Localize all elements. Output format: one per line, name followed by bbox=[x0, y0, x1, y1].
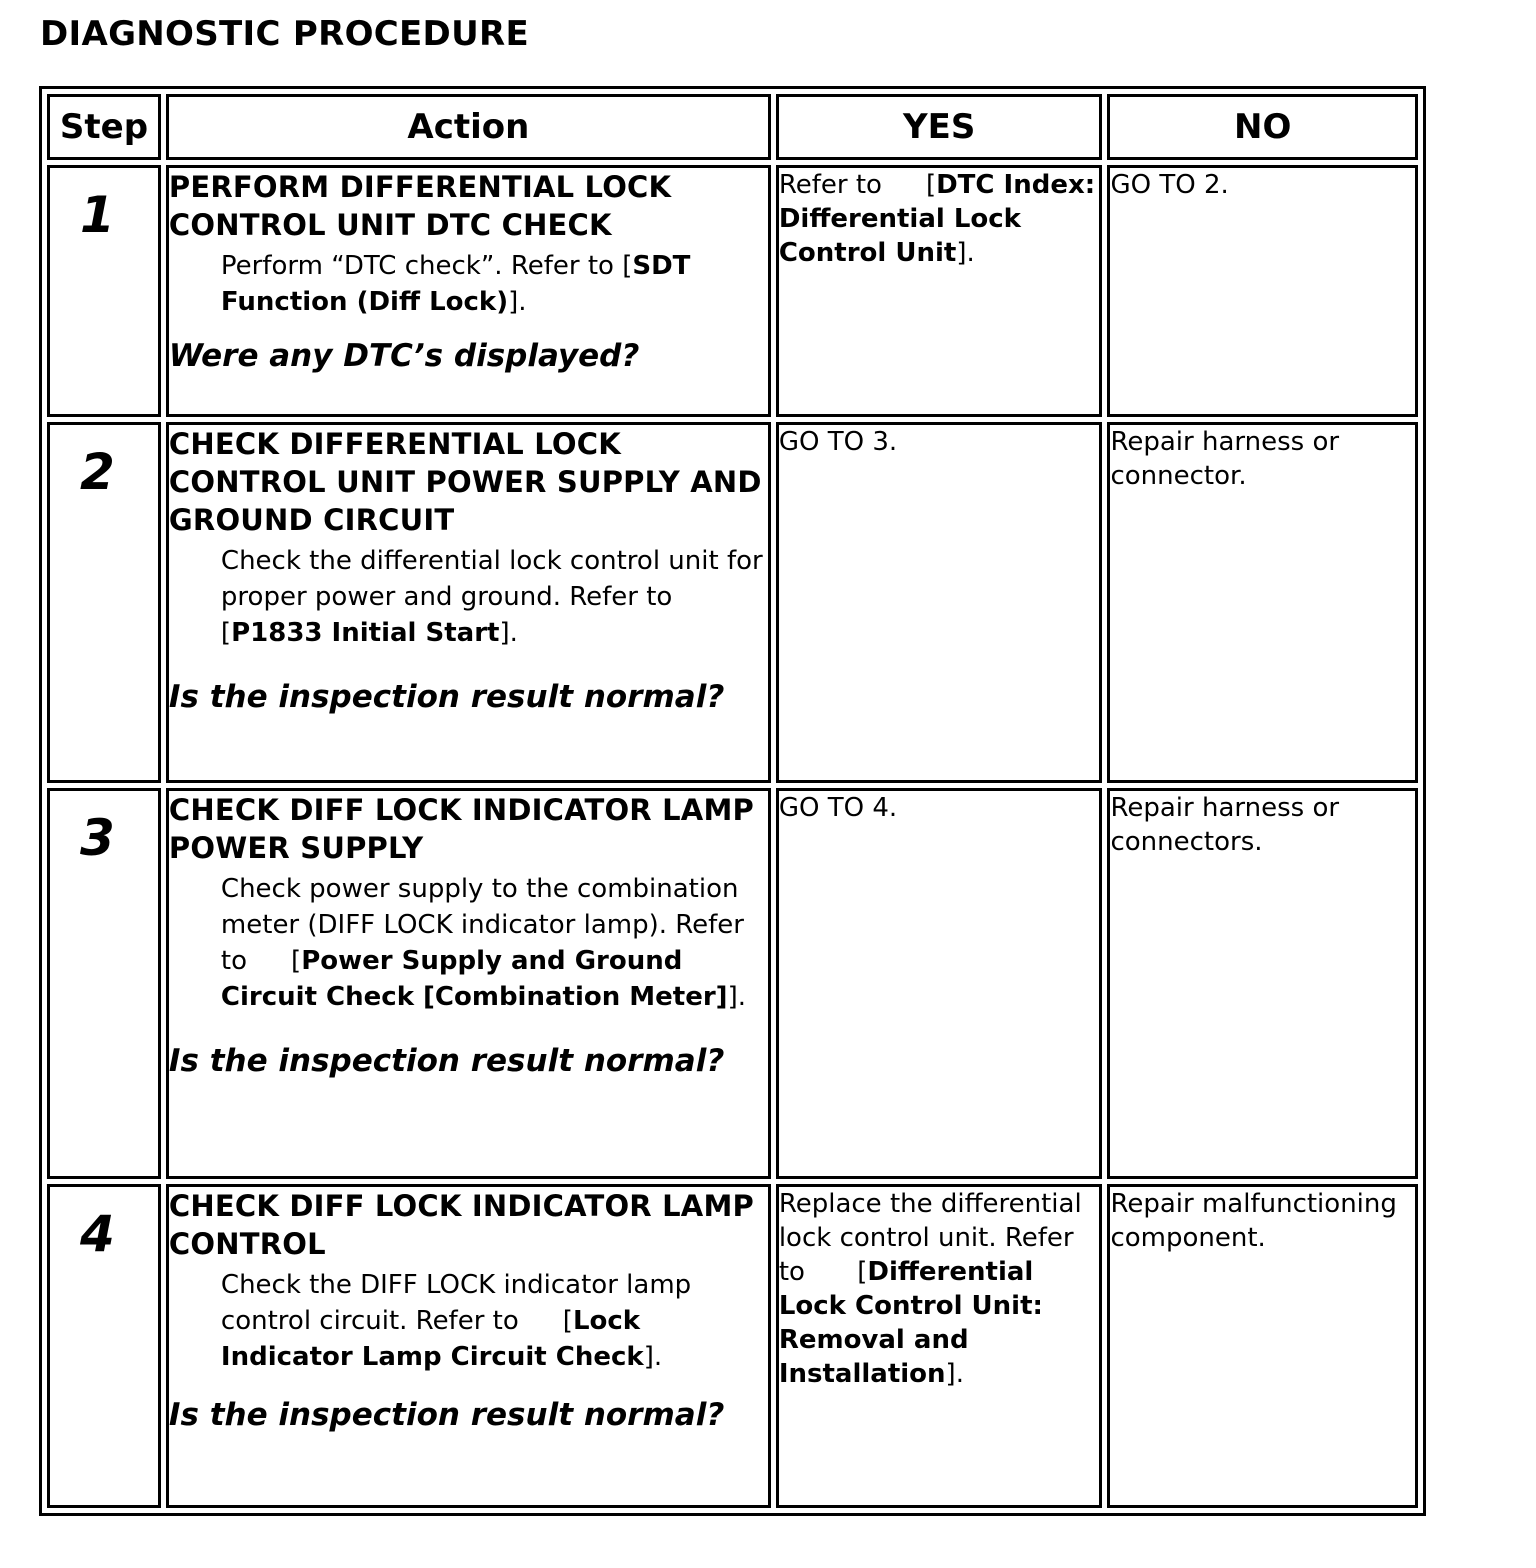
action-text: Perform “DTC check”. Refer to bbox=[220, 251, 614, 281]
action-reference-link[interactable]: P1833 Initial Start bbox=[231, 618, 500, 648]
action-cell bbox=[166, 1184, 771, 1508]
step-number: 2 bbox=[80, 443, 115, 501]
action-text: Check power supply to the combination meter (DIFF LOCK indicator lamp). Refer to bbox=[220, 874, 744, 976]
action-question: Is the inspection result normal? bbox=[168, 679, 725, 715]
table-header-row bbox=[47, 94, 1418, 160]
no-cell bbox=[1107, 165, 1418, 417]
yes-text: Refer to bbox=[778, 170, 882, 200]
yes-reference-link[interactable]: DTC Index: Differential Lock Control Unit bbox=[778, 170, 1096, 268]
header-action: Action bbox=[166, 94, 771, 160]
step-cell bbox=[47, 422, 161, 783]
action-cell bbox=[166, 788, 771, 1179]
action-heading: PERFORM DIFFERENTIAL LOCK CONTROL UNIT DTC CHECK bbox=[168, 170, 672, 242]
step-cell bbox=[47, 788, 161, 1179]
action-cell bbox=[166, 165, 771, 417]
diagnostic-procedure-table bbox=[39, 86, 1426, 1516]
action-heading: CHECK DIFF LOCK INDICATOR LAMP CONTROL bbox=[168, 1189, 754, 1261]
header-step: Step bbox=[47, 94, 161, 160]
step-number: 3 bbox=[80, 809, 115, 867]
step-cell bbox=[47, 1184, 161, 1508]
no-cell bbox=[1107, 788, 1418, 1179]
no-cell bbox=[1107, 422, 1418, 783]
action-question: Were any DTC’s displayed? bbox=[168, 338, 640, 374]
no-text: Repair harness or connector. bbox=[1110, 427, 1340, 491]
table-row-step-2 bbox=[47, 422, 1418, 783]
table-row-step-4 bbox=[47, 1184, 1418, 1508]
action-body: Check the differential lock control unit for proper power and ground. Refer to[P1833 Initial Start]. bbox=[220, 546, 763, 648]
no-text: Repair malfunctioning component. bbox=[1110, 1189, 1397, 1253]
action-body: Perform “DTC check”. Refer to [SDT Function (Diff Lock)]. bbox=[220, 251, 691, 317]
yes-text: GO TO 3. bbox=[778, 427, 898, 457]
action-body: Check the DIFF LOCK indicator lamp control circuit. Refer to [Lock Indicator Lamp Circuit Check]. bbox=[220, 1270, 692, 1372]
step-number: 1 bbox=[80, 186, 115, 244]
header-no: NO bbox=[1107, 94, 1418, 160]
header-yes: YES bbox=[776, 94, 1103, 160]
action-reference-link[interactable]: Power Supply and Ground Circuit Check [Combination Meter] bbox=[220, 946, 728, 1012]
page-title: DIAGNOSTIC PROCEDURE bbox=[40, 14, 529, 54]
yes-text: GO TO 4. bbox=[778, 793, 898, 823]
action-text: Check the DIFF LOCK indicator lamp control circuit. Refer to bbox=[220, 1270, 692, 1336]
action-body: Check power supply to the combination meter (DIFF LOCK indicator lamp). Refer to [Power Supply and Ground Circuit Check [Combination Meter]]. bbox=[220, 874, 746, 1012]
step-cell bbox=[47, 165, 161, 417]
yes-cell: Refer to [DTC Index: Differential Lock Control Unit]. bbox=[776, 165, 1103, 417]
yes-cell bbox=[776, 422, 1103, 783]
no-text: Repair harness or connectors. bbox=[1110, 793, 1340, 857]
no-text: GO TO 2. bbox=[1110, 170, 1229, 200]
action-reference-link[interactable]: SDT Function (Diff Lock) bbox=[220, 251, 691, 317]
action-heading: CHECK DIFF LOCK INDICATOR LAMP POWER SUPPLY bbox=[168, 793, 754, 865]
yes-text: Replace the differential lock control unit. Refer to bbox=[778, 1189, 1082, 1287]
action-reference-link[interactable]: Lock Indicator Lamp Circuit Check bbox=[220, 1306, 644, 1372]
yes-reference-link[interactable]: Differential Lock Control Unit: Removal and Installation bbox=[778, 1257, 1043, 1389]
action-question: Is the inspection result normal? bbox=[168, 1043, 725, 1079]
yes-cell bbox=[776, 788, 1103, 1179]
action-heading: CHECK DIFFERENTIAL LOCK CONTROL UNIT POWER SUPPLY AND GROUND CIRCUIT bbox=[168, 427, 762, 537]
yes-cell: Replace the differential lock control unit. Refer to [Differential Lock Control Unit: Removal and Installation]. bbox=[776, 1184, 1103, 1508]
no-cell bbox=[1107, 1184, 1418, 1508]
action-text: Check the differential lock control unit for proper power and ground. Refer to bbox=[220, 546, 763, 612]
step-number: 4 bbox=[80, 1205, 115, 1263]
table-row-step-1 bbox=[47, 165, 1418, 417]
action-question: Is the inspection result normal? bbox=[168, 1397, 725, 1433]
action-cell bbox=[166, 422, 771, 783]
table-row-step-3 bbox=[47, 788, 1418, 1179]
